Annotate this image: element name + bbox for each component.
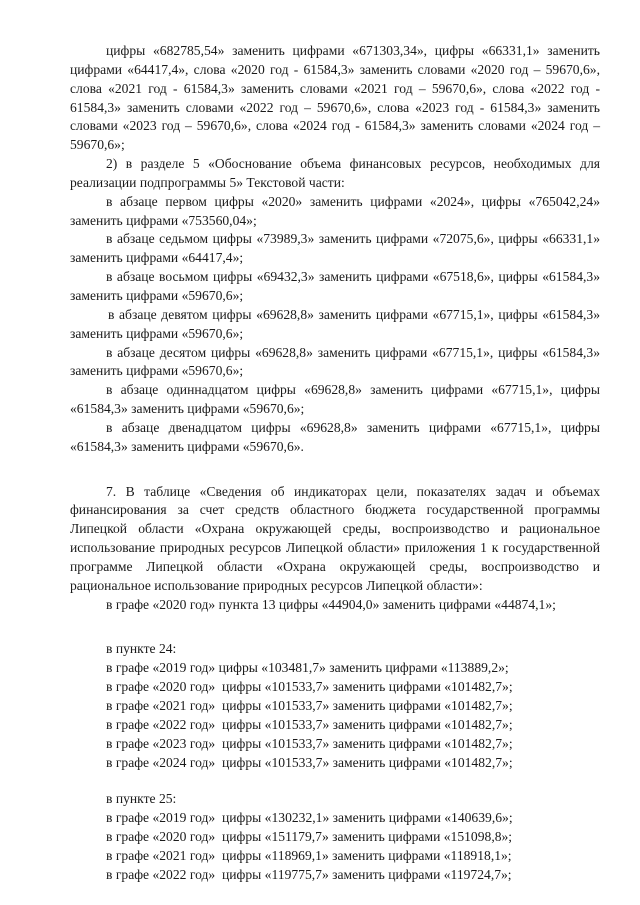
list-item: в абзаце девятом цифры «69628,8» заменить цифрами «67715,1», цифры «61584,3» заменить цифрами «59670,6»; <box>70 306 600 341</box>
list-item: в графе «2021 год» цифры «118969,1» заменить цифрами «118918,1»; <box>106 847 512 863</box>
point-25-block <box>106 790 600 884</box>
point-13-paragraph: в графе «2020 год» пункта 13 цифры «44904,0» заменить цифрами «44874,1»; <box>106 596 556 612</box>
list-item: в графе «2019 год» цифры «103481,7» заменить цифрами «113889,2»; <box>106 660 509 676</box>
list-item: в графе «2019 год» цифры «130232,1» заменить цифрами «140639,6»; <box>106 810 513 826</box>
list-item: в графе «2022 год» цифры «101533,7» заменить цифрами «101482,7»; <box>106 716 513 732</box>
list-item: в графе «2022 год» цифры «119775,7» заменить цифрами «119724,7»; <box>106 866 512 882</box>
list-item: в графе «2020 год» цифры «101533,7» заменить цифрами «101482,7»; <box>106 679 513 695</box>
list-item: в абзаце первом цифры «2020» заменить цифрами «2024», цифры «765042,24» заменить цифрами «753560,04»; <box>70 193 600 228</box>
spacer <box>70 772 600 790</box>
point-24-block <box>106 640 600 772</box>
section-7-paragraph: 7. В таблице «Сведения об индикаторах цели, показателях задач и объемах финансирования за счет средств областного бюджета государственной программы Липецкой области «Охрана окружающей среды, воспроизводство и рациональное использование природных ресурсов Липецкой области» приложения 1 к государственной программе Липецкой области «Охрана окружающей среды, воспроизводство и рациональное использование природных ресурсов Липецкой области»: <box>70 483 600 593</box>
spacer <box>70 457 600 483</box>
list-item: в абзаце одиннадцатом цифры «69628,8» заменить цифрами «67715,1», цифры «61584,3» заменить цифрами «59670,6»; <box>70 382 600 417</box>
list-item: в графе «2021 год» цифры «101533,7» заменить цифрами «101482,7»; <box>106 698 513 713</box>
list-item: в абзаце восьмом цифры «69432,3» заменить цифрами «67518,6», цифры «61584,3» заменить цифрами «59670,6»; <box>70 269 600 303</box>
list-item: в графе «2024 год» цифры «101533,7» заменить цифрами «101482,7»; <box>106 754 513 770</box>
list-item: в абзаце двенадцатом цифры «69628,8» заменить цифрами «67715,1», цифры «61584,3» заменить цифрами «59670,6». <box>70 419 600 454</box>
list-item: в графе «2020 год» цифры «151179,7» заменить цифрами «151098,8»; <box>106 829 513 845</box>
point-24-heading: в пункте 24: <box>106 641 177 657</box>
list-item: в абзаце десятом цифры «69628,8» заменить цифрами «67715,1», цифры «61584,3» заменить цифрами «59670,6»; <box>70 344 600 379</box>
intro-paragraph: цифры «682785,54» заменить цифрами «671303,34», цифры «66331,1» заменить цифрами «64417,4», слова «2020 год - 61584,3» заменить словами «2020 год – 59670,6», слова «2021 год - 61584,3» заменить словами «2021 год – 59670,6», слова «2022 год - 61584,3» заменить словами «2022 год – 59670,6», слова «2023 год - 61584,3» заменить словами «2023 год – 59670,6», слова «2024 год - 61584,3» заменить словами «2024 год – 59670,6»; <box>70 43 600 153</box>
section-2-paragraph: 2) в разделе 5 «Обоснование объема финансовых ресурсов, необходимых для реализации подпрограммы 5» Текстовой части: <box>70 156 600 190</box>
point-25-heading: в пункте 25: <box>106 791 177 807</box>
list-item: в абзаце седьмом цифры «73989,3» заменить цифрами «72075,6», цифры «66331,1» заменить цифрами «64417,4»; <box>70 231 600 266</box>
spacer <box>70 614 600 640</box>
list-item: в графе «2023 год» цифры «101533,7» заменить цифрами «101482,7»; <box>106 735 513 751</box>
document-page <box>70 42 600 885</box>
